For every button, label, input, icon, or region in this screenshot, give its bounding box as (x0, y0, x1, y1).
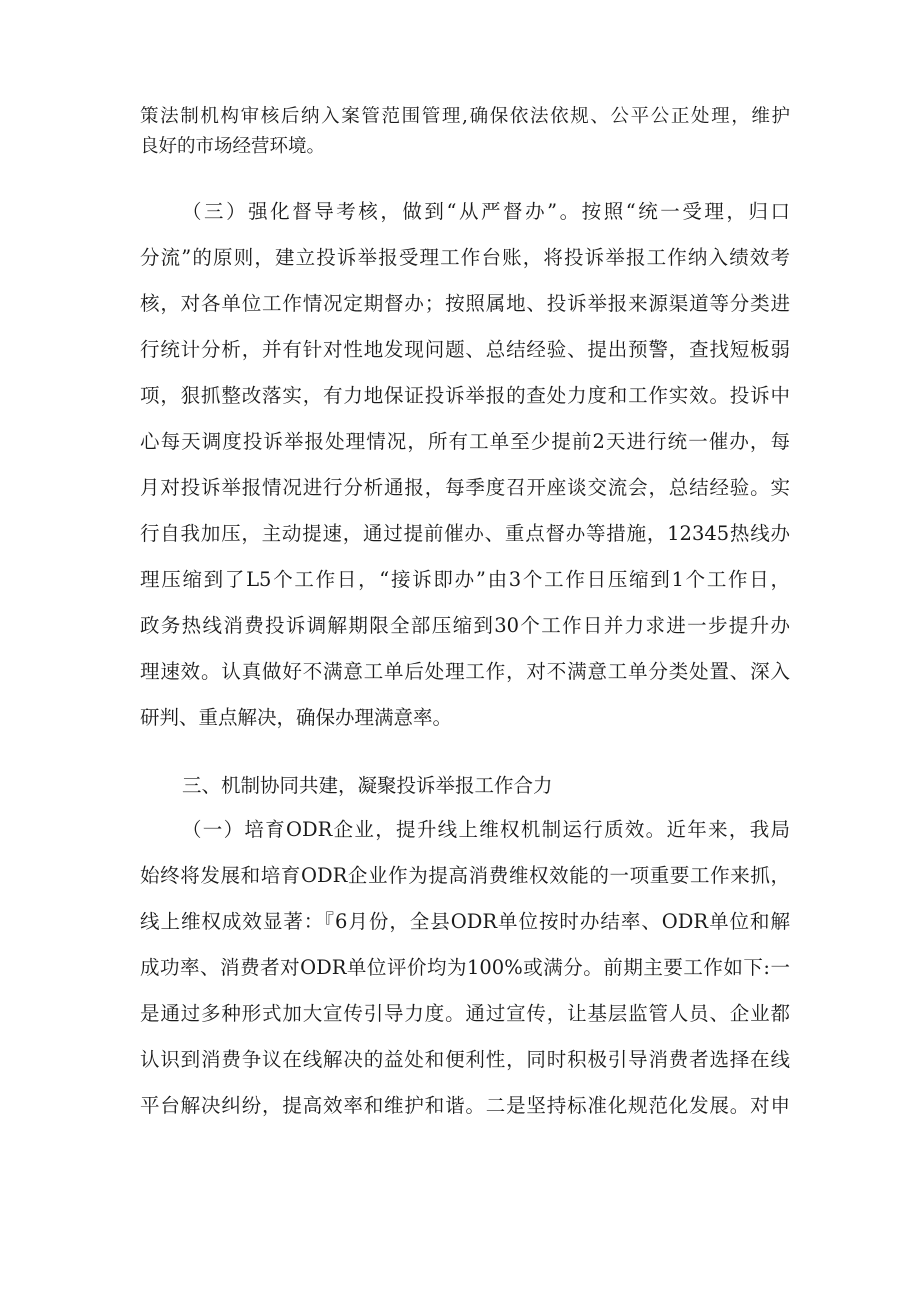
paragraph-2-line-5: 项，狠抓整改落实，有力地保证投诉举报的查处力度和工作实效。投诉中 (140, 384, 790, 407)
paragraph-3-line-2: 始终将发展和培育ODR企业作为提高消费维权效能的一项重要工作来抓， (140, 864, 790, 887)
paragraph-2-line-8: 行自我加压，主动提速，通过提前催办、重点督办等措施，12345热线办 (140, 522, 790, 545)
paragraph-1-line-2: 良好的市场经营环境。 (140, 136, 326, 157)
paragraph-3-line-5: 是通过多种形式加大宣传引导力度。通过宣传，让基层监管人员、企业都 (140, 1002, 790, 1025)
paragraph-3-line-1: （一）培育ODR企业，提升线上维权机制运行质效。近年来，我局 (182, 818, 790, 841)
paragraph-1-line-1: 策法制机构审核后纳入案管范围管理,确保依法依规、公平公正处理，维护 (140, 106, 790, 127)
paragraph-2-line-7: 月对投诉举报情况进行分析通报，每季度召开座谈交流会，总结经验。实 (140, 476, 790, 499)
paragraph-2-line-9: 理压缩到了L5个工作日，“接诉即办”由3个工作日压缩到1个工作日， (140, 568, 790, 591)
paragraph-3-line-3: 线上维权成效显著：『6月份，全县ODR单位按时办结率、ODR单位和解 (140, 910, 790, 933)
paragraph-3-line-6: 认识到消费争议在线解决的益处和便利性，同时积极引导消费者选择在线 (140, 1048, 790, 1071)
paragraph-2-line-12: 研判、重点解决，确保办理满意率。 (140, 706, 453, 729)
section-heading: 三、机制协同共建，凝聚投诉举报工作合力 (182, 774, 553, 797)
paragraph-3-line-7: 平台解决纠纷，提高效率和维护和谐。二是坚持标准化规范化发展。对申 (140, 1094, 790, 1117)
paragraph-2-line-11: 理速效。认真做好不满意工单后处理工作，对不满意工单分类处置、深入 (140, 660, 790, 683)
paragraph-2-line-1: （三）强化督导考核，做到“从严督办”。按照“统一受理，归口 (182, 200, 790, 223)
paragraph-2-line-4: 行统计分析，并有针对性地发现问题、总结经验、提出预警，查找短板弱 (140, 338, 790, 361)
paragraph-3-line-4: 成功率、消费者对ODR单位评价均为100%或满分。前期主要工作如下:一 (140, 956, 790, 979)
paragraph-2-line-6: 心每天调度投诉举报处理情况，所有工单至少提前2天进行统一催办，每 (140, 430, 790, 453)
paragraph-2-line-3: 核，对各单位工作情况定期督办；按照属地、投诉举报来源渠道等分类进 (140, 292, 790, 315)
paragraph-2-line-10: 政务热线消费投诉调解期限全部压缩到30个工作日并力求进一步提升办 (140, 614, 790, 637)
paragraph-2-line-2: 分流”的原则，建立投诉举报受理工作台账，将投诉举报工作纳入绩效考 (140, 246, 790, 269)
